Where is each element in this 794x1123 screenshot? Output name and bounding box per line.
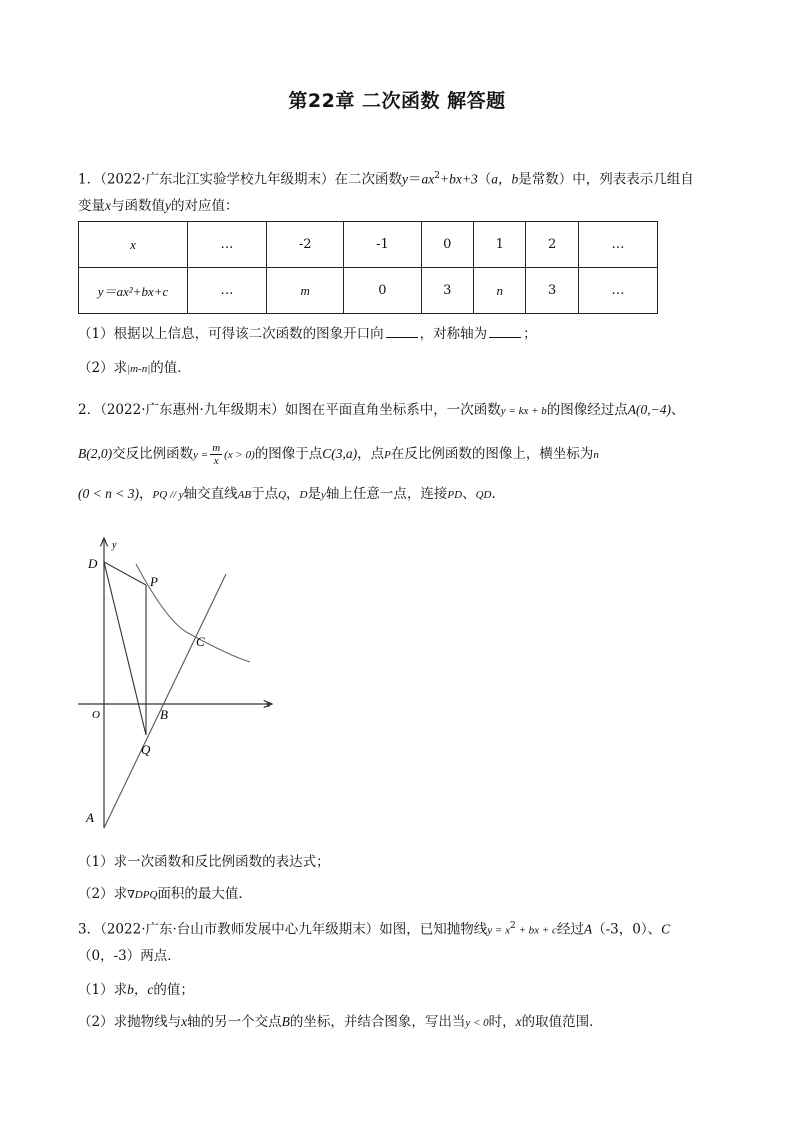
table-cell: 0 (344, 268, 421, 314)
q1-text-b: （ (477, 171, 492, 188)
table-cell: -1 (344, 222, 421, 268)
q2-text: 如图在平面直角坐标系中，一次函数 (284, 402, 501, 418)
q2-point-c: C(3,a) (322, 446, 358, 461)
q2-part2-text-b: 面积的最大值． (157, 886, 252, 902)
q3-condition: y < 0 (465, 1017, 489, 1029)
page-title: 第22章 二次函数 解答题 (288, 90, 506, 112)
table-cell: 0 (421, 222, 473, 268)
q2-var-y: y (321, 489, 326, 501)
q2-line-ab: AB (237, 489, 252, 501)
q1-part1-text: （1）根据以上信息，可得该二次函数的图象开口向 (78, 326, 384, 342)
label-point-b: B (160, 707, 168, 722)
q2-text: 、 (462, 486, 476, 502)
q1-line-2 (78, 196, 239, 216)
table-cell: … (578, 222, 657, 268)
q2-condition: (x > 0) (224, 449, 255, 461)
q2-condition-n: (0 < n < 3) (78, 486, 139, 501)
q1-value-table (78, 221, 658, 314)
q1-text: 的对应值： (171, 198, 239, 214)
q1-var-y: y (165, 198, 171, 213)
q2-coordinate-figure (78, 530, 288, 835)
q3-source: （2022·广东·台山市教师发展中心九年级期末） (100, 921, 380, 938)
q2-linear-func: y = kx + b (500, 405, 547, 417)
q2-number: 2． (78, 402, 101, 418)
q2-seg-pd: PD (447, 489, 463, 501)
q3-line-2: （0，-3）两点． (78, 948, 181, 964)
q1-part2-expr: |m-n| (127, 363, 151, 375)
label-point-c: C (196, 634, 205, 649)
q2-pq-parallel: PQ // y (152, 489, 184, 501)
q2-line-2 (78, 440, 599, 468)
q3-var-x: x (515, 1014, 522, 1029)
q1-part1-text-b: ，对称轴为 (419, 326, 488, 342)
table-cell: … (188, 268, 267, 314)
table-cell: 2 (526, 222, 578, 268)
q2-line-1 (78, 400, 685, 421)
table-cell: 1 (474, 222, 526, 268)
q2-part2-text: （2）求 (78, 886, 128, 902)
q1-func-eq: ＝ (408, 171, 422, 188)
q3-part1-text: （1）求 (78, 982, 128, 998)
q1-part1-text-c: ； (523, 326, 537, 342)
q1-part2-text-b: 的值． (150, 360, 191, 376)
q3-text: 如图，已知抛物线 (379, 921, 488, 938)
segment-dp (104, 562, 146, 585)
q2-text: ，点 (357, 446, 385, 462)
q3-part2-text: 时， (488, 1014, 516, 1030)
table-cell: n (474, 268, 526, 314)
q3-text: 经过 (556, 921, 584, 938)
q2-text: 在反比例函数的图像上，横坐标为 (390, 446, 594, 462)
table-cell: x (79, 222, 188, 268)
table-cell: y＝ax²+bx+c (79, 268, 188, 314)
q2-seg-qd: QD (475, 489, 492, 501)
q2-text: 轴上任意一点，连接 (325, 486, 448, 502)
q3-part2-text: （2）求抛物线与 (78, 1014, 182, 1030)
label-point-q: Q (141, 742, 151, 757)
q2-text: 是 (307, 486, 321, 502)
q1-part-2 (78, 358, 191, 379)
q3-var-x: x (181, 1014, 188, 1029)
q2-text: ． (491, 486, 505, 502)
q2-text: ， (138, 486, 153, 502)
table-cell: m (267, 268, 344, 314)
line-ab (104, 574, 226, 828)
q2-text: 于点 (251, 486, 279, 502)
q2-point-d: D (299, 489, 308, 501)
q2-point-p: P (384, 449, 391, 461)
q1-text: 与函数值 (111, 198, 165, 214)
q1-ab: a，b (491, 171, 519, 187)
label-origin: O (92, 709, 100, 721)
q3-part2-text: 的取值范围． (521, 1014, 603, 1030)
q2-fraction (210, 442, 222, 467)
q3-part-1 (78, 980, 194, 1000)
q2-text: ， (286, 486, 300, 502)
q1-text: 在二次函数 (334, 171, 402, 188)
q2-func-y: y = (193, 449, 209, 461)
q3-point-b: B (281, 1014, 290, 1029)
q3-part-2 (78, 1012, 603, 1033)
fraction-numerator: m (212, 442, 221, 454)
q2-part-1: （1）求一次函数和反比例函数的表达式； (78, 854, 330, 870)
q2-text: 的图像经过点 (546, 402, 628, 418)
q2-point-q: Q (278, 489, 287, 501)
q2-text: 轴交直线 (183, 486, 238, 502)
fraction-denominator: x (213, 455, 219, 467)
q2-line-3 (78, 484, 505, 505)
q1-text: 变量 (78, 198, 105, 214)
q3-func-sup: 2 (509, 921, 516, 931)
label-point-d: D (88, 556, 98, 571)
q1-func-sup: 2 (434, 171, 440, 181)
q3-func-b: + bx + c (515, 924, 557, 937)
q3-text: （-3，0）、 (592, 921, 662, 938)
table-cell: … (578, 268, 657, 314)
q2-point-b: B(2,0) (78, 446, 113, 461)
table-cell: … (188, 222, 267, 268)
q3-part1-text-b: 的值； (153, 982, 194, 998)
table-row (79, 222, 658, 268)
answer-blank[interactable] (489, 325, 521, 338)
label-x: x (266, 699, 270, 709)
q2-source: （2022·广东惠州·九年级期末） (100, 402, 285, 418)
q1-line-1 (78, 166, 694, 190)
q2-var-n: n (593, 449, 599, 461)
q1-part2-text: （2）求 (78, 360, 128, 376)
q3-line-1 (78, 916, 670, 941)
q3-point-a: A (583, 921, 593, 937)
q1-part-1 (78, 324, 537, 344)
q3-point-c: C (661, 921, 671, 937)
label-point-p: P (150, 574, 158, 589)
q2-text: 的图像于点 (254, 446, 323, 462)
answer-blank[interactable] (386, 325, 418, 338)
label-y: y (112, 540, 117, 551)
q2-triangle: ∇DPQ (127, 889, 158, 901)
table-cell: 3 (526, 268, 578, 314)
q1-func-b: +bx+3 (439, 171, 478, 187)
segment-dq (104, 562, 146, 735)
q1-number: 1． (78, 171, 101, 188)
q3-number: 3． (78, 921, 101, 938)
q2-part-2 (78, 884, 252, 905)
table-row (79, 268, 658, 314)
q3-vars-bc: b，c (127, 982, 154, 997)
q2-text: 、 (671, 402, 685, 418)
q2-text: 交反比例函数 (112, 446, 194, 462)
q3-func-a: y = x (487, 924, 510, 937)
table-cell: 3 (421, 268, 473, 314)
q1-text-c: 是常数）中，列表表示几组自 (518, 171, 694, 188)
q3-part2-text: 的坐标，并结合图象，写出当 (289, 1014, 466, 1030)
q1-var-x: x (105, 198, 111, 213)
q3-part2-text: 轴的另一个交点 (187, 1014, 282, 1030)
label-point-a: A (86, 810, 94, 825)
table-cell: -2 (267, 222, 344, 268)
q1-func-y: y (402, 171, 408, 187)
q1-source: （2022·广东北江实验学校九年级期末） (100, 171, 335, 188)
q1-func-a: ax (421, 171, 435, 187)
q2-point-a: A(0,−4) (627, 402, 672, 417)
